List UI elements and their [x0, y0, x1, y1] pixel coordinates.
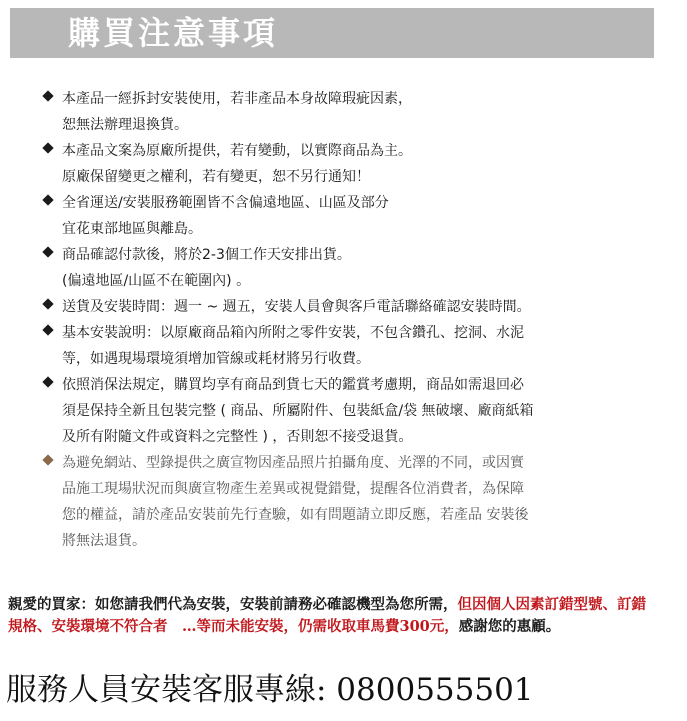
diamond-bullet-icon — [42, 298, 53, 309]
notice-line: 及所有附隨文件或資料之完整性 ) ，否則恕不接受退貨。 — [62, 429, 413, 445]
buyer-note-thanks: 感謝您的惠顧。 — [458, 618, 561, 635]
notice-item — [44, 190, 624, 242]
diamond-bullet-icon — [42, 90, 53, 101]
notice-item-disclaimer — [44, 450, 624, 554]
page-title: 購買注意事項 — [68, 14, 279, 52]
diamond-bullet-icon — [42, 246, 53, 257]
notice-line: 為避免網站、型錄提供之廣宣物因產品照片拍攝角度、光澤的不同，或因實 — [62, 455, 524, 471]
notice-line: 等，如遇現場環境須增加管線或耗材將另行收費。 — [62, 351, 370, 367]
notice-item — [44, 320, 624, 372]
notice-line: 宜花東部地區與離島。 — [62, 221, 202, 237]
notice-list — [44, 86, 624, 554]
diamond-bullet-icon — [42, 376, 53, 387]
notice-line: 原廠保留變更之權利，若有變更，恕不另行通知！ — [62, 169, 370, 185]
notice-line: 基本安裝說明：以原廠商品箱內所附之零件安裝，不包含鑽孔、挖洞、水泥 — [62, 325, 524, 341]
notice-line: 全省運送/安裝服務範圍皆不含偏遠地區、山區及部分 — [62, 195, 389, 211]
notice-line: 依照消保法規定，購買均享有商品到貨七天的鑑賞考慮期，商品如需退回必 — [62, 377, 524, 393]
buyer-note-fee-warning: 但因個人因素訂錯型號、訂錯規格、安裝環境不符合者 …等而未能安裝，仍需收取車馬費300元， — [8, 596, 646, 635]
notice-line: 本產品一經拆封安裝使用，若非產品本身故障瑕疵因素， — [62, 91, 412, 107]
notice-line: 品施工現場狀況而與廣宣物產生差異或視覺錯覺，提醒各位消費者，為保障 — [62, 481, 524, 497]
diamond-bullet-icon — [42, 324, 53, 335]
service-hotline: 服務人員安裝客服專線: 0800555501 — [6, 672, 534, 708]
notice-line: 您的權益，請於產品安裝前先行查驗，如有問題請立即反應，若產品 安裝後 — [62, 507, 529, 523]
diamond-bullet-icon — [42, 194, 53, 205]
notice-line: 恕無法辦理退換貨。 — [62, 117, 188, 133]
notice-item — [44, 294, 624, 320]
notice-line: 須是保持全新且包裝完整 ( 商品、所屬附件、包裝紙盒/袋 無破壞、廠商紙箱 — [62, 403, 534, 419]
notice-line: (偏遠地區/山區不在範圍內) 。 — [62, 273, 251, 289]
notice-item — [44, 86, 624, 138]
notice-line: 送貨及安裝時間：週一 ~ 週五，安裝人員會與客戶電話聯絡確認安裝時間。 — [62, 299, 531, 315]
notice-line: 商品確認付款後，將於2-3個工作天安排出貨。 — [62, 247, 351, 263]
notice-item — [44, 138, 624, 190]
notice-item — [44, 242, 624, 294]
diamond-bullet-icon — [42, 454, 53, 465]
buyer-note — [8, 594, 658, 638]
buyer-note-intro: 親愛的買家：如您請我們代為安裝，安裝前請務必確認機型為您所需， — [8, 596, 458, 613]
diamond-bullet-icon — [42, 142, 53, 153]
notice-line: 將無法退貨。 — [62, 533, 146, 549]
notice-line: 本產品文案為原廠所提供，若有變動，以實際商品為主。 — [62, 143, 412, 159]
notice-item — [44, 372, 624, 450]
header-banner — [10, 8, 654, 58]
